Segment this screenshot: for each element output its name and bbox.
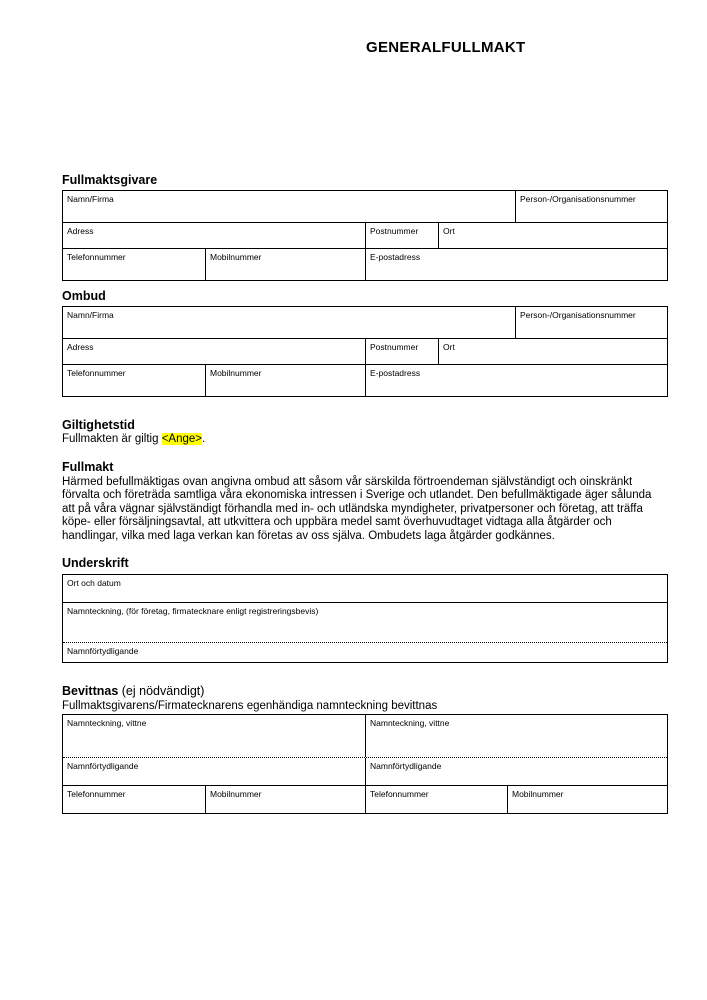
witness2-signature-label: Namnteckning, vittne <box>370 718 450 728</box>
principal-mobile-label: Mobilnummer <box>210 252 262 262</box>
witness2-signature-cell[interactable] <box>365 715 667 757</box>
agent-mobile-cell[interactable] <box>205 365 365 396</box>
agent-mobile-label: Mobilnummer <box>210 368 262 378</box>
validity-section-heading: Giltighetstid <box>62 418 135 432</box>
principal-address-label: Adress <box>67 226 94 236</box>
witness-heading-bold: Bevittnas <box>62 684 119 698</box>
validity-sentence-prefix: Fullmakten är giltig <box>62 433 162 445</box>
principal-section-heading: Fullmaktsgivare <box>62 173 158 187</box>
principal-email-cell[interactable] <box>365 249 667 280</box>
validity-sentence <box>62 433 205 446</box>
witness-table <box>62 714 668 814</box>
validity-placeholder[interactable]: <Ange> <box>161 433 203 445</box>
agent-city-label: Ort <box>443 342 455 352</box>
agent-name-cell[interactable] <box>63 307 515 338</box>
principal-info-table <box>62 190 668 281</box>
mandate-section-heading: Fullmakt <box>62 460 114 474</box>
signature-clarification-cell[interactable] <box>63 643 667 662</box>
principal-city-cell[interactable] <box>438 223 667 248</box>
signature-table <box>62 574 668 663</box>
witness1-signature-cell[interactable] <box>63 715 365 757</box>
witness2-phone-cell[interactable] <box>365 786 507 813</box>
witness1-signature-label: Namnteckning, vittne <box>67 718 147 728</box>
principal-name-cell[interactable] <box>63 191 515 222</box>
document-title: GENERALFULLMAKT <box>366 39 526 56</box>
principal-email-label: E-postadress <box>370 252 421 262</box>
principal-orgnr-label: Person-/Organisationsnummer <box>520 194 636 204</box>
signature-place-date-cell[interactable] <box>63 575 667 602</box>
principal-city-label: Ort <box>443 226 455 236</box>
witness1-phone-label: Telefonnummer <box>67 789 126 799</box>
principal-phone-cell[interactable] <box>63 249 205 280</box>
agent-section-heading: Ombud <box>62 289 106 303</box>
principal-zip-cell[interactable] <box>365 223 438 248</box>
agent-zip-label: Postnummer <box>370 342 419 352</box>
validity-sentence-suffix: . <box>202 433 206 445</box>
witness2-clarification-cell[interactable] <box>365 758 667 785</box>
signature-name-label: Namnteckning, (för företag, firmatecknare enligt registreringsbevis) <box>67 606 319 616</box>
signature-name-cell[interactable] <box>63 603 667 642</box>
principal-mobile-cell[interactable] <box>205 249 365 280</box>
agent-phone-cell[interactable] <box>63 365 205 396</box>
agent-phone-label: Telefonnummer <box>67 368 126 378</box>
witness2-mobile-label: Mobilnummer <box>512 789 564 799</box>
witness-subtitle: Fullmaktsgivarens/Firmatecknarens egenhändiga namnteckning bevittnas <box>62 700 438 712</box>
agent-orgnr-cell[interactable] <box>515 307 667 338</box>
agent-email-cell[interactable] <box>365 365 667 396</box>
witness-section-heading <box>62 684 204 698</box>
witness2-clarification-label: Namnförtydligande <box>370 761 442 771</box>
witness1-phone-cell[interactable] <box>63 786 205 813</box>
mandate-body-text: Härmed befullmäktigas ovan angivna ombud att såsom vår särskilda förtroendeman självständigt och oinskränkt förvalta och företräda samtliga våra ekonomiska intressen i Sverige och utlandet. Den befullmäktigade äger sålunda att på våra vägnar självständigt förhandla med in- och utländska myndigheter, privatpersoner och företag, att träffa köpe- eller försäljningsavtal, att utkvittera och uppbära medel samt överhuvudtaget vidtaga alla åtgärder och handlingar, vilka med laga verkan kan företas av oss själva. Ombudets laga åtgärder godkännes. <box>62 476 652 542</box>
witness1-clarification-label: Namnförtydligande <box>67 761 139 771</box>
signature-place-date-label: Ort och datum <box>67 578 121 588</box>
agent-city-cell[interactable] <box>438 339 667 364</box>
witness2-mobile-cell[interactable] <box>507 786 667 813</box>
agent-email-label: E-postadress <box>370 368 421 378</box>
signature-clarification-label: Namnförtydligande <box>67 646 139 656</box>
agent-zip-cell[interactable] <box>365 339 438 364</box>
witness1-mobile-label: Mobilnummer <box>210 789 262 799</box>
agent-name-label: Namn/Firma <box>67 310 114 320</box>
agent-address-label: Adress <box>67 342 94 352</box>
agent-orgnr-label: Person-/Organisationsnummer <box>520 310 636 320</box>
principal-orgnr-cell[interactable] <box>515 191 667 222</box>
signature-section-heading: Underskrift <box>62 556 129 570</box>
principal-zip-label: Postnummer <box>370 226 419 236</box>
principal-phone-label: Telefonnummer <box>67 252 126 262</box>
principal-name-label: Namn/Firma <box>67 194 114 204</box>
witness2-phone-label: Telefonnummer <box>370 789 429 799</box>
agent-info-table <box>62 306 668 397</box>
witness1-clarification-cell[interactable] <box>63 758 365 785</box>
witness-heading-note: (ej nödvändigt) <box>118 684 205 698</box>
principal-address-cell[interactable] <box>63 223 365 248</box>
agent-address-cell[interactable] <box>63 339 365 364</box>
witness1-mobile-cell[interactable] <box>205 786 365 813</box>
